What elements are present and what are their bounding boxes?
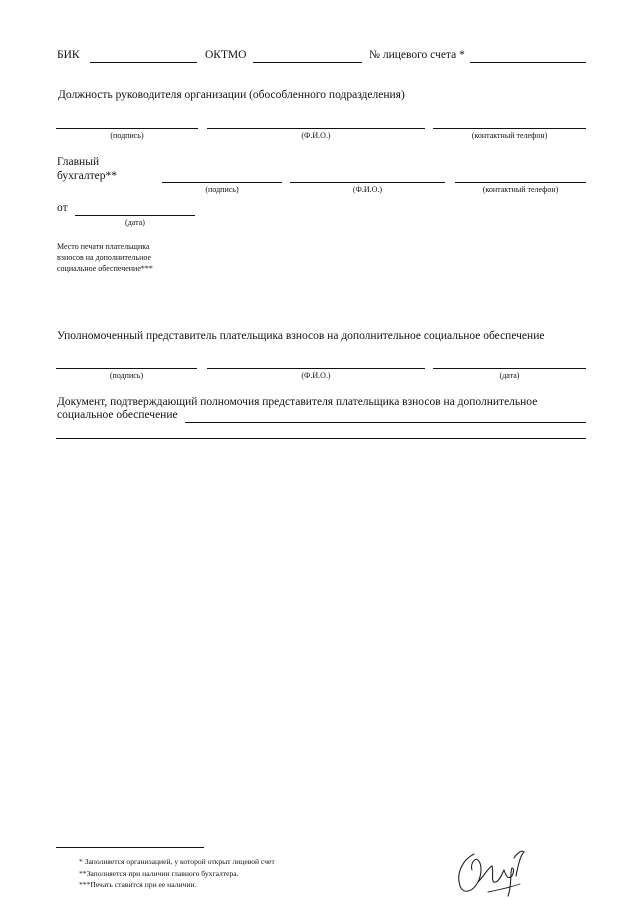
bik-field-line[interactable]: [90, 62, 197, 63]
authority-document-text-2: социальное обеспечение: [57, 409, 178, 421]
authority-document-field-line-1[interactable]: [185, 422, 586, 423]
representative-signature-line[interactable]: [56, 368, 197, 369]
head-signature-line[interactable]: [56, 128, 198, 129]
account-number-label: № лицевого счета *: [369, 49, 465, 61]
representative-date-line[interactable]: [433, 368, 586, 369]
account-number-field-line[interactable]: [470, 62, 586, 63]
footnote-2: **Заполняется при наличии главного бухгалтера.: [79, 869, 239, 878]
head-position-title: Должность руководителя организации (обособленного подразделения): [58, 89, 405, 101]
chief-fio-line[interactable]: [290, 182, 445, 183]
head-fio-caption: (Ф.И.О.): [301, 131, 331, 140]
oktmo-field-line[interactable]: [253, 62, 362, 63]
head-fio-line[interactable]: [207, 128, 425, 129]
date-caption: (дата): [125, 218, 145, 227]
stamp-place-line-2: взносов на дополнительное: [57, 253, 151, 262]
representative-fio-line[interactable]: [207, 368, 425, 369]
representative-title: Уполномоченный представитель плательщика взносов на дополнительное социальное обеспечение: [57, 330, 545, 342]
chief-signature-line[interactable]: [162, 182, 282, 183]
chief-accountant-label-1: Главный: [57, 156, 100, 168]
authority-document-field-line-2[interactable]: [56, 438, 586, 439]
handwritten-signature: [448, 846, 538, 902]
representative-signature-caption: (подпись): [109, 371, 144, 380]
authority-document-text-1: Документ, подтверждающий полномочия представителя плательщика взносов на дополнительное: [57, 396, 538, 408]
chief-signature-caption: (подпись): [205, 185, 239, 194]
footnote-separator: [56, 847, 204, 848]
date-field-line[interactable]: [75, 215, 195, 216]
bik-label: БИК: [57, 49, 80, 61]
chief-phone-line[interactable]: [455, 182, 586, 183]
stamp-place-line-3: социальное обеспечение***: [57, 264, 153, 273]
footnote-1: * Заполняется организацией, у которой открыт лицевой счет: [79, 857, 275, 866]
head-phone-line[interactable]: [433, 128, 586, 129]
representative-date-caption: (дата): [499, 371, 520, 380]
footnote-3: ***Печать ставится при ее наличии.: [79, 880, 197, 889]
oktmo-label: ОКТМО: [205, 49, 247, 61]
chief-accountant-label-2: бухгалтер**: [57, 170, 117, 182]
head-signature-caption: (подпись): [110, 131, 144, 140]
chief-fio-caption: (Ф.И.О.): [352, 185, 383, 194]
representative-fio-caption: (Ф.И.О.): [301, 371, 331, 380]
stamp-place-line-1: Место печати плательщика: [57, 242, 150, 251]
head-phone-caption: (контактный телефон): [471, 131, 548, 140]
date-from-label: от: [57, 202, 68, 214]
chief-phone-caption: (контактный телефон): [482, 185, 559, 194]
